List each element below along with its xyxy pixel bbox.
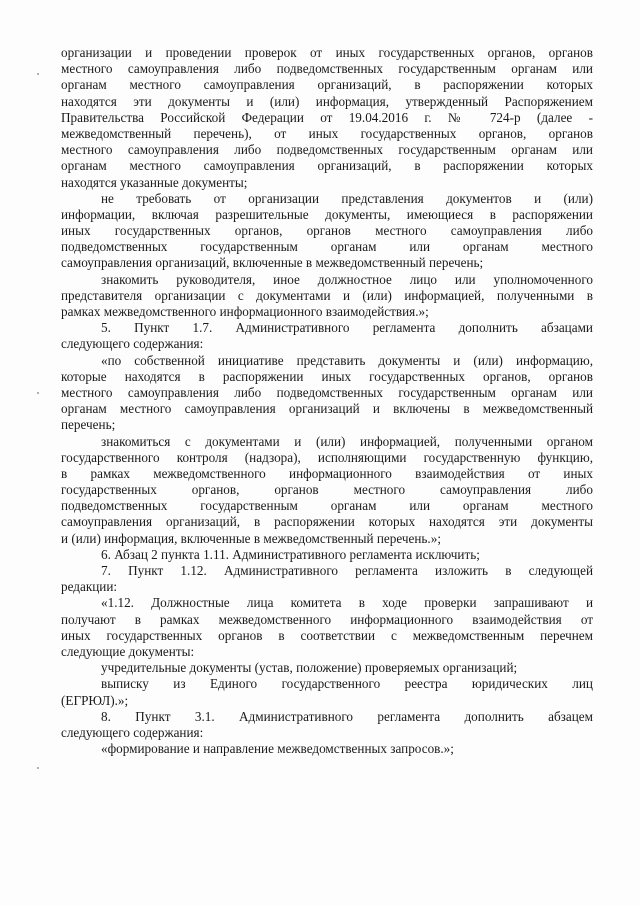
text-line: подведомственных государственным органам или органам местного xyxy=(61,498,593,514)
text-line: информации, включая разрешительные документы, имеющиеся в распоряжении xyxy=(61,206,593,222)
text-line: которые находятся в распоряжении иных государственных органов, органов xyxy=(61,368,593,384)
text-line: выписку из Единого государственного реестра юридических лиц xyxy=(101,676,593,692)
text-line: государственных органов, органов местного самоуправления либо xyxy=(61,482,593,498)
text-line: не требовать от организации представления документов и (или) xyxy=(101,190,593,206)
text-line: государственного контроля (надзора), исполняющими государственную функцию, xyxy=(61,449,593,465)
text-line: представителя организации с документами и (или) информацией, полученными в xyxy=(61,287,593,303)
text-line: рамках межведомственного информационного взаимодействия.»; xyxy=(61,304,429,319)
text-line: 8. Пункт 3.1. Административного регламента дополнить абзацем xyxy=(101,708,593,724)
text-line: 7. Пункт 1.12. Административного регламента изложить в следующей xyxy=(101,563,593,578)
text-line: следующего содержания: xyxy=(61,724,204,740)
scan-speck xyxy=(37,73,39,75)
text-line: перечень; xyxy=(61,417,116,433)
text-line: самоуправления организаций, в распоряжении которых находятся эти документы xyxy=(61,514,593,530)
text-line: самоуправления организаций, включенные в межведомственный перечень; xyxy=(61,255,484,271)
text-line: знакомить руководителя, иное должностное лицо или уполномоченного xyxy=(101,271,593,287)
text-line: в рамках межведомственного информационного взаимодействия от иных xyxy=(61,465,593,481)
text-line: органам местного самоуправления организаций и включены в межведомственный xyxy=(61,401,593,417)
text-line: подведомственных государственным органам или органам местного xyxy=(61,239,593,255)
text-line: органам местного самоуправления организаций, в распоряжении которых xyxy=(61,77,593,93)
text-line: Правительства Российской Федерации от 19.04.2016 г. № 724-р (далее - xyxy=(61,109,593,125)
text-line: находятся эти документы и (или) информация, утвержденный Распоряжением xyxy=(61,93,593,109)
scan-speck xyxy=(37,392,39,394)
text-line: местного самоуправления либо подведомственных государственным органам или xyxy=(61,142,593,158)
text-line: получают в рамках межведомственного информационного взаимодействия от xyxy=(61,611,593,627)
text-line: 5. Пункт 1.7. Административного регламента дополнить абзацами xyxy=(101,320,593,336)
text-line: и (или) информация, включенные в межведомственный перечень.»; xyxy=(61,530,441,546)
text-line: знакомиться с документами и (или) информацией, полученными органом xyxy=(101,433,593,449)
text-line: «1.12. Должностные лица комитета в ходе проверки запрашивают и xyxy=(101,595,593,611)
text-line: иных государственных органов в соответствии с межведомственным перечнем xyxy=(61,627,593,643)
text-line: следующего содержания: xyxy=(61,336,204,352)
text-line: местного самоуправления либо подведомственных государственным органам или xyxy=(61,61,593,77)
text-line: 6. Абзац 2 пункта 1.11. Административного регламента исключить; xyxy=(101,546,480,562)
text-line: (ЕГРЮЛ).»; xyxy=(61,692,129,708)
scan-speck xyxy=(37,767,39,769)
text-line: находятся указанные документы; xyxy=(61,174,248,190)
text-line: органам местного самоуправления организаций, в распоряжении которых xyxy=(61,158,593,174)
text-line: «по собственной инициативе представить документы и (или) информацию, xyxy=(101,352,593,368)
text-line: учредительные документы (устав, положение) проверяемых организаций; xyxy=(101,660,518,676)
text-line: «формирование и направление межведомственных запросов.»; xyxy=(101,741,454,757)
text-line: редакции: xyxy=(61,579,118,595)
text-line: следующие документы: xyxy=(61,643,195,659)
text-line: иных государственных органов, органов местного самоуправления либо xyxy=(61,223,593,239)
document-body xyxy=(61,45,593,757)
text-line: местного самоуправления либо подведомственных государственным органам или xyxy=(61,384,593,400)
text-line: организации и проведении проверок от иных государственных органов, органов xyxy=(61,45,593,60)
text-line: межведомственный перечень), от иных государственных органов, органов xyxy=(61,125,593,141)
